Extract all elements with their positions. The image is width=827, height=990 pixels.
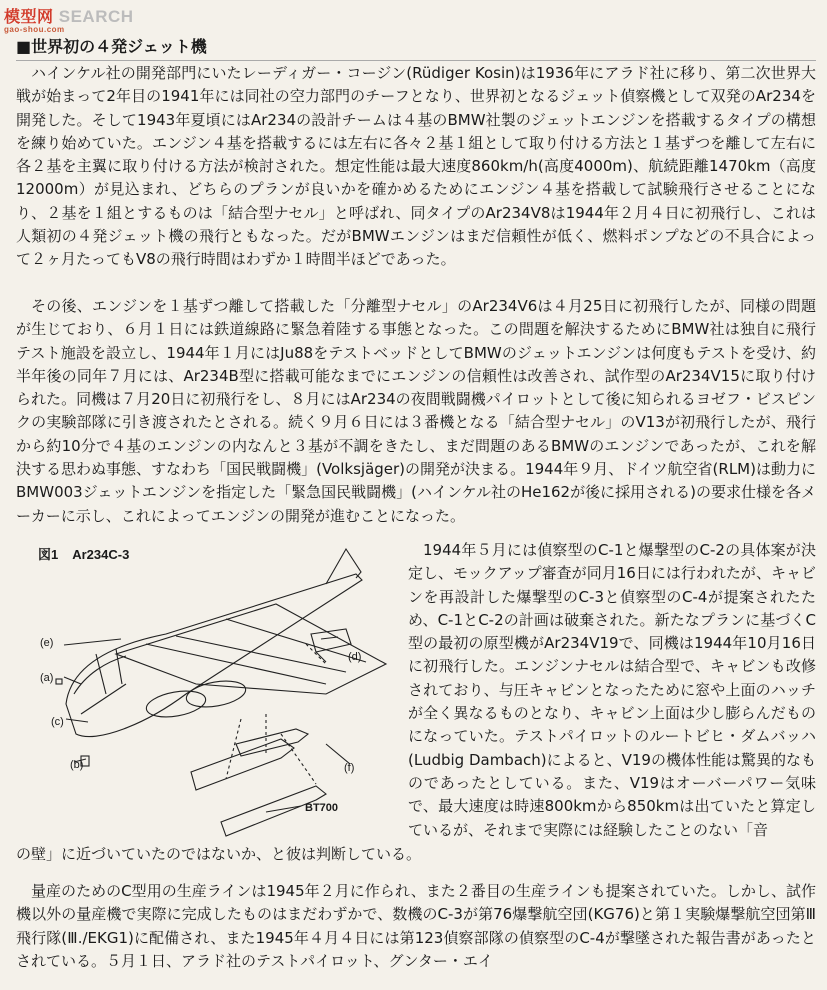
paragraph-3: 1944年５月には偵察型のC-1と爆撃型のC-2の具体案が決定し、モックアップ審査が同月16日には行われたが、キャビンを再設計した爆撃型のC-3と偵察型のC-4が提案されたため、C-1とC-2の計画は破棄された。新たなプランに基づくC型の最初の原型機がAr234V19で、同機は1944年10月16日に初飛行した。エンジンナセルは結合型で、キャビンも改修されており、与圧キャビンとなったために窓や上面のハッチが全く異なるものとなり、キャビン上面は少し膨らんだものになっていた。テストパイロットのルートビヒ・ダムバッハ(Ludbig Dambach)によると、V19の機体性能は驚異的なものであったとしている。また、V19はオーバーパワー気味で、最大速度は時速800kmから850kmは出ていたと算定しているが、それまで実際には経験したことのない「音 (408, 541, 816, 839)
callout-f: (f) (344, 762, 355, 774)
callout-b: (b) (70, 759, 84, 771)
cockpit-glazing (74, 649, 126, 714)
wing-panels (146, 619, 366, 684)
figure-title: Ar234C-3 (72, 547, 130, 562)
fuselage-outline (66, 574, 362, 737)
callout-bt700: BT700 (305, 802, 339, 814)
aircraft-drawing (26, 544, 398, 844)
callout-a: (a) (40, 672, 54, 684)
part-small-1 (56, 679, 62, 684)
paragraph-2: その後、エンジンを１基ずつ離して搭載した「分離型ナセル」のAr234V6は４月25日に初飛行したが、同様の問題が生じており、６月１日には鉄道線路に緊急着陸する事態となった。この問題を解決するためにBMW社は独自に飛行テスト施設を設立し、1944年１月にはJu88をテストベッドとしてBMWのジェットエンジンは何度もテストを受け、約半年後の同年７月には、Ar234B型に搭載可能なまでにエンジンの信頼性は改善され、試作型のAr234V15に取り付けられた。同機は７月20日に初飛行をし、８月にはAr234の夜間戦闘機パイロットとして後に知られるヨゼフ・ビスピンクの実験部隊に引き渡されたとされる。続く９月６日には３番機となる「結合型ナセル」のV13が初飛行したが、飛行から約10分で４基のエンジンの内なんと３基が不調をきたし、まだ問題のあるBMWのエンジンであったが、これを解決する思わぬ事態、すなわち「国民戦闘機」(Volksjäger)の開発が決まる。1944年９月、ドイツ航空省(RLM)は動力にBMW003ジェットエンジンを指定した「緊急国民戦闘機」(ハインケル社のHe162が後に採用される)の要求仕様を各メーカーに示し、これによってエンジンの開発が進むことになった。 (16, 297, 816, 525)
figure-ar234c3 (26, 544, 398, 844)
wing-outline (116, 604, 386, 694)
watermark (4, 4, 134, 34)
paragraph-1: ハインケル社の開発部門にいたレーディガー・コージン(Rüdiger Kosin)は1936年にアラド社に移り、第二次世界大戦が始まって2年目の1941年には同社の空力部門のチーフとなり、世界初となるジェット偵察機として双発のAr234を開発した。そして1943年夏頃にはAr234の設計チームは４基のBMW社製のジェットエンジンを搭載するタイプの構想を練り始めていた。エンジン４基を搭載するには左右に各々２基１組として取り付ける方法と１基ずつを離して左右に各２基を主翼に取り付ける方法が検討された。想定性能は最大速度860km/h(高度4000m)、航続距離1470km（高度12000m）が見込まれ、どちらのプランが良いかを確かめるためにエンジン４基を搭載して試験飛行させることになり、２基を１組とするものは「結合型ナセル」と呼ばれ、同タイプのAr234V8は1944年２月４日に初飛行し、これは人類初の４発ジェット機の飛行ともなった。だがBMWエンジンはまだ信頼性が低く、燃料ポンプなどの不具合によって２ヶ月たってもV8の飛行時間はわずか１時間半ほどであった。 (16, 64, 816, 269)
callout-d: (d) (348, 651, 362, 663)
watermark-brand: SEARCH (58, 7, 134, 26)
callout-e: (e) (40, 637, 54, 649)
part-d (311, 629, 351, 652)
watermark-cn: 模型网 (4, 9, 54, 26)
tail-fin (326, 549, 361, 584)
watermark-url: gao-shou.com (4, 25, 65, 34)
paragraph-3-tail: の壁」に近づいていたのではないか、と彼は判断している。 (16, 845, 422, 863)
section-heading: ■世界初の４発ジェット機 (16, 34, 816, 61)
paragraph-4: 量産のためのC型用の生産ラインは1945年２月に作られ、また２番目の生産ラインも提案されていた。しかし、試作機以外の量産機で実際に完成したものはまだわずかで、数機のC-3が第76爆撃航空団(KG76)と第１実験爆撃航空団第Ⅲ飛行隊(Ⅲ./EKG1)に配備され、また1945年４月４日には第123偵察部隊の偵察型のC-4が撃墜された報告書があったとされている。５月１日、アラド社のテストパイロット、グンター・エイ (16, 882, 816, 970)
engine-nacelle-1 (144, 687, 207, 721)
callout-c: (c) (51, 716, 64, 728)
engine-nacelle-2 (184, 677, 247, 711)
figure-label: 図1 (38, 547, 59, 562)
